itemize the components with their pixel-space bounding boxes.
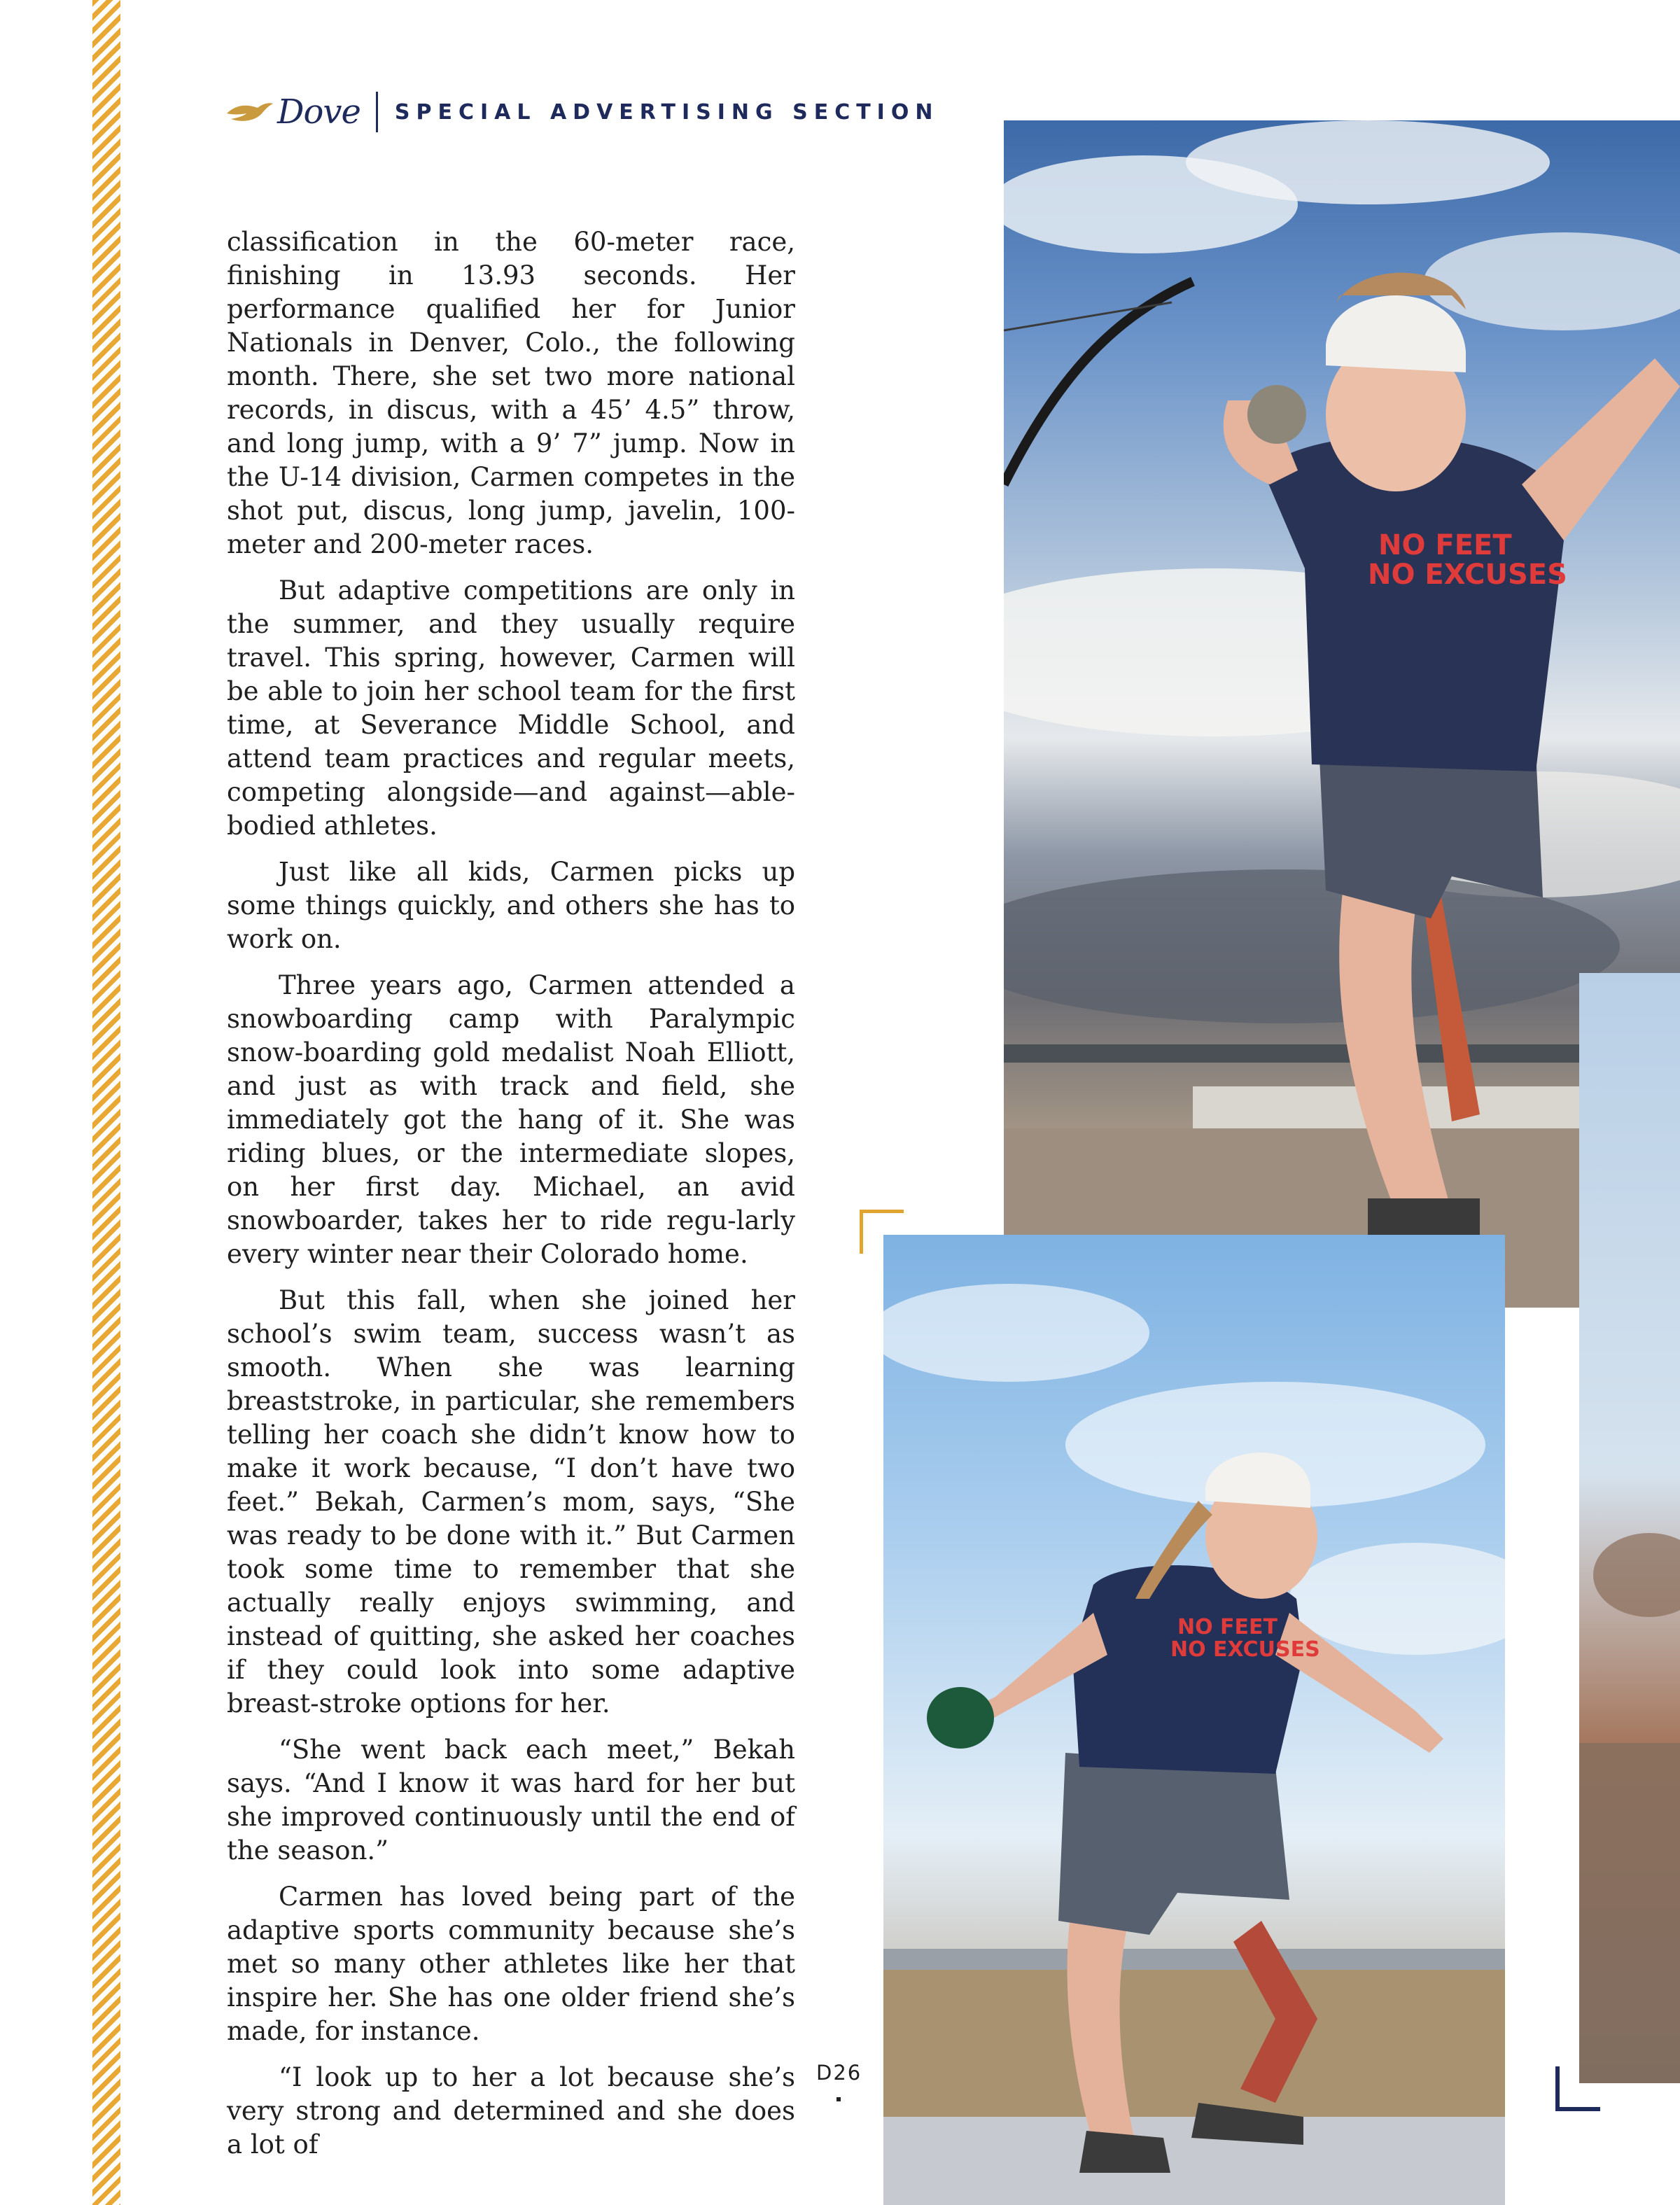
paragraph: Just like all kids, Carmen picks up some things quickly, and others she has to work on. — [227, 857, 795, 954]
decorative-corner-bracket-navy — [1555, 2066, 1600, 2111]
paragraph: But this fall, when she joined her school’s swim team, success wasn’t as smooth. When she was learning breaststroke, in particular, she remembers telling her coach she didn’t know how to make it work because, “I don’t have two feet.” Bekah, Carmen’s mom, says, “She was ready to be done with it.” But Carmen took some time to remember that she actually really enjoys swimming, and instead of quitting, she asked her coaches if they could look into some adaptive breast-stroke options for her. — [227, 1285, 795, 1718]
discus-illustration — [883, 1235, 1505, 2205]
top-shirt-text-line1: NO FEET — [1378, 529, 1512, 561]
paragraph: classification in the 60-meter race, finishing in 13.93 seconds. Her performance qualified her for Junior Nationals in Denver, Colo., the following month. There, she set two more national records, in discus, with a 45’ 4.5” throw, and long jump, with a 9’ 7” jump. Now in the U-14 division, Carmen competes in the shot put, discus, long jump, javelin, 100-meter and 200-meter races. — [227, 227, 795, 559]
dove-wordmark: Dove — [277, 92, 360, 132]
paragraph: Carmen has loved being part of the adaptive sports community because she’s met so many other athletes like her that inspire her. She has one older friend she’s made, for instance. — [227, 1882, 795, 2046]
section-label: SPECIAL ADVERTISING SECTION — [394, 99, 939, 125]
paragraph: Three years ago, Carmen attended a snowboarding camp with Paralympic snow-boarding gold medalist Noah Elliott, and just as with track and field, she immediately got the hang of it. She was riding blues, or the intermediate slopes, on her first day. Michael, an avid snowboarder, takes her to ride regu-larly every winter near their Colorado home. — [227, 970, 795, 1269]
bottom-shirt-text-line1: NO FEET — [1177, 1615, 1278, 1639]
article-body — [227, 225, 795, 2174]
dove-logo — [225, 92, 360, 132]
page-header — [225, 90, 939, 134]
photo-discus-athlete — [883, 1235, 1505, 2205]
dove-bird-icon — [225, 98, 274, 126]
decorative-hatched-border — [92, 0, 120, 2205]
paragraph: “She went back each meet,” Bekah says. “And I know it was hard for her but she improved continuously until the end of the season.” — [227, 1735, 795, 1865]
photo-partial-right — [1579, 973, 1680, 2083]
top-shirt-text-line2: NO EXCUSES — [1368, 559, 1567, 591]
partial-photo-illustration — [1579, 973, 1680, 2083]
paragraph: “I look up to her a lot because she’s very strong and determined and she does a lot of — [227, 2062, 795, 2160]
paragraph: But adaptive competitions are only in the summer, and they usually require travel. This spring, however, Carmen will be able to join her school team for the first time, at Severance Middle School, and attend team practices and regular meets, competing alongside—and against—able-bodied athletes. — [227, 575, 795, 841]
page-number: D26 — [816, 2061, 862, 2085]
header-divider — [376, 92, 378, 132]
bottom-shirt-text-line2: NO EXCUSES — [1170, 1637, 1320, 1662]
page-number-dot — [836, 2097, 841, 2101]
